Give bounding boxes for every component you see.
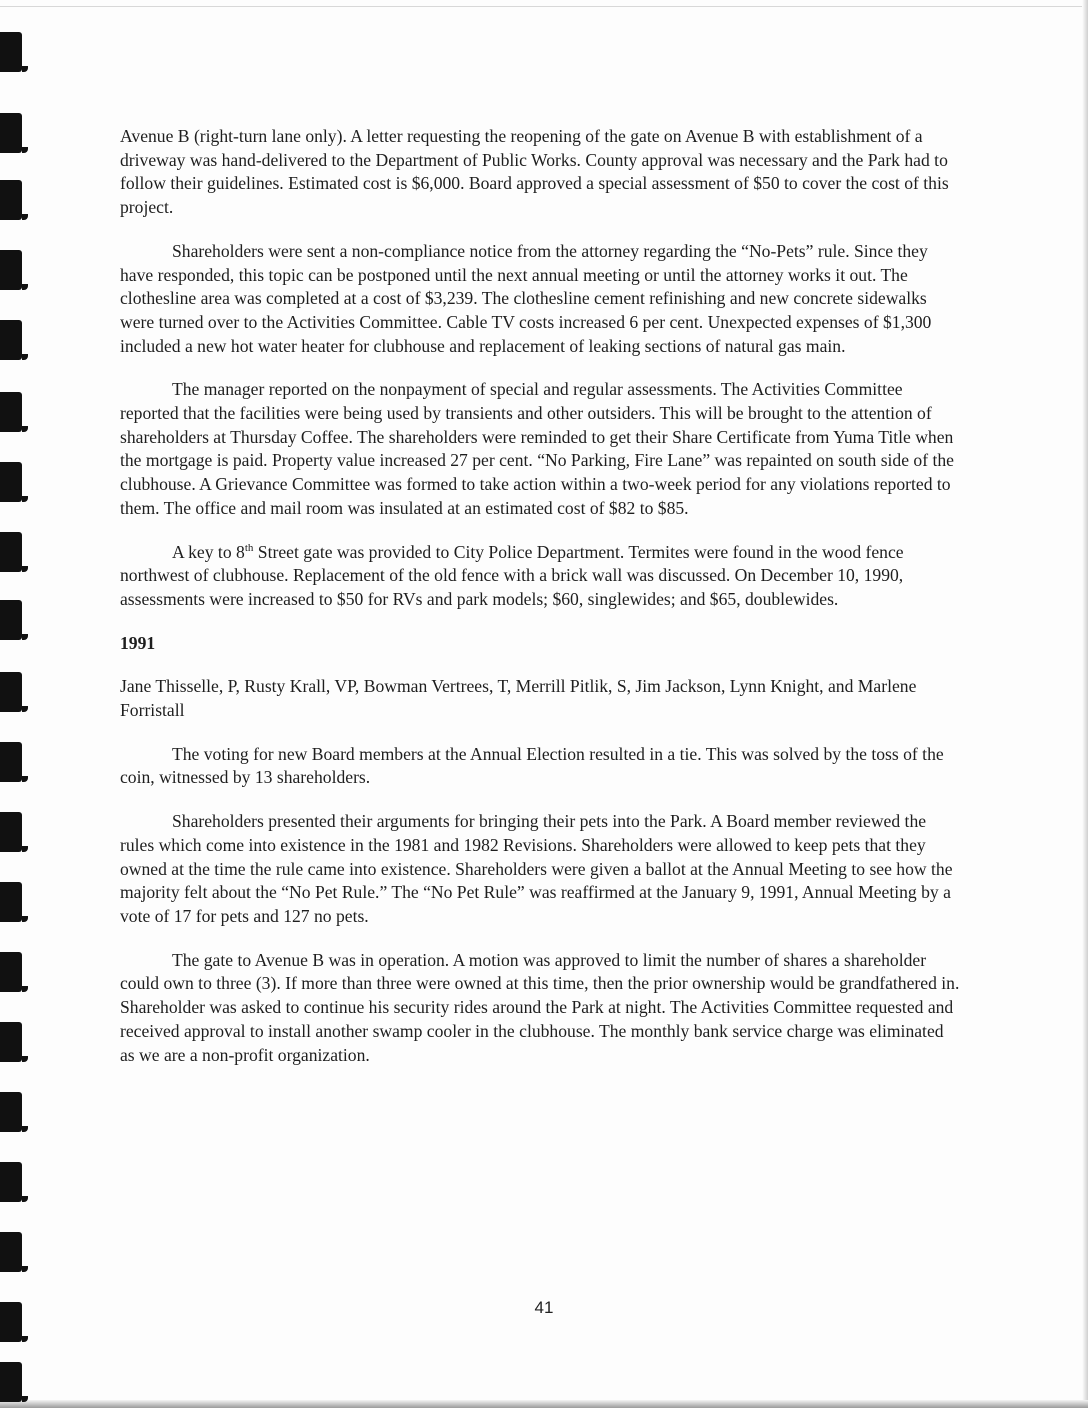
paragraph-text: Street gate was provided to City Police Department. Termites were found in the wood fence northwest of clubhouse. Replacement of the old fence with a brick wall was discussed. On December 10, 1990, assessments were increased to $50 for RVs and park models; $60, singlewides; and $65, doublewides. [120, 541, 904, 609]
binding-hole [0, 672, 22, 712]
paragraph: Avenue B (right-turn lane only). A letter requesting the reopening of the gate on Avenue B with establishment of a driveway was hand-delivered to the Department of Public Works. County approval was necessary and the Park had to follow their guidelines. Estimated cost is $6,000. Board approved a special assessment of $50 to cover the cost of this project. [120, 126, 949, 218]
paragraph: Shareholders presented their arguments for bringing their pets into the Park. A Board member reviewed the rules which come into existence in the 1981 and 1982 Revisions. Shareholders were allowed to keep pets that they owned at the time the rule came into existence. Shareholders were given a ballot at the Annual Meeting to see how the majority felt about the “No Pet Rule.” The “No Pet Rule” was reaffirmed at the January 9, 1991, Annual Meeting by a vote of 17 for pets and 127 no pets. [120, 811, 953, 926]
binding-hole [0, 1092, 22, 1132]
top-edge-rule [0, 6, 1088, 7]
binding-hole [0, 952, 22, 992]
year-heading: 1991 [120, 632, 156, 653]
binding-hole [0, 1362, 22, 1402]
paragraph: The manager reported on the nonpayment of special and regular assessments. The Activities Committee reported that the facilities were being used by transients and other outsiders. This will be brought to the attention of shareholders at Thursday Coffee. The shareholders were reminded to get their Share Certificate from Yuma Title when the mortgage is paid. Property value increased 27 per cent. “No Parking, Fire Lane” was repainted on south side of the clubhouse. A Grievance Committee was formed to take action within a two-week period for any violations reported to them. The office and mail room was insulated at an estimated cost of $82 to $85. [120, 379, 954, 518]
officers-list: Jane Thisselle, P, Rusty Krall, VP, Bowman Vertrees, T, Merrill Pitlik, S, Jim Jackson, Lynn Knight, and Marlene Forristall [120, 676, 917, 721]
binding-hole [0, 882, 22, 922]
page-number: 41 [534, 1298, 554, 1317]
paragraph [120, 541, 960, 612]
binding-hole [0, 1232, 22, 1272]
right-edge-shadow [1082, 0, 1088, 1408]
document-body [120, 125, 960, 1087]
paragraph: The voting for new Board members at the Annual Election resulted in a tie. This was solved by the toss of the coin, witnessed by 13 shareholders. [120, 743, 944, 788]
binding-hole [0, 180, 22, 220]
paragraph: Shareholders were sent a non-compliance notice from the attorney regarding the “No-Pets” rule. Since they have responded, this topic can be postponed until the next annual meeting or until the attorney works it out. The clothesline area was completed at a cost of $3,239. The clothesline cement refinishing and new concrete sidewalks were turned over to the Activities Committee. Cable TV costs increased 6 per cent. Unexpected expenses of $1,300 included a new hot water heater for clubhouse and replacement of leaking sections of natural gas main. [120, 240, 932, 356]
binding-hole [0, 462, 22, 502]
binding-hole [0, 532, 22, 572]
binding-hole [0, 250, 22, 290]
binding-holes [0, 0, 30, 1408]
ordinal-suffix: th [244, 541, 254, 554]
paragraph-text: A key to 8 [172, 541, 245, 562]
binding-hole [0, 320, 22, 360]
binding-hole [0, 392, 22, 432]
binding-hole [0, 600, 22, 640]
binding-hole [0, 812, 22, 852]
binding-hole [0, 1022, 22, 1062]
paragraph: The gate to Avenue B was in operation. A motion was approved to limit the number of shares a shareholder could own to three (3). If more than three were owned at this time, then the prior ownership would be grandfathered in. Shareholder was asked to continue his security rides around the Park at night. The Activities Committee requested and received approval to install another swamp cooler in the clubhouse. The monthly bank service charge was eliminated as we are a non-profit organization. [120, 949, 960, 1065]
binding-hole [0, 1162, 22, 1202]
bottom-edge-shadow [0, 1400, 1088, 1408]
binding-hole [0, 32, 22, 72]
binding-hole [0, 113, 22, 153]
binding-hole [0, 742, 22, 782]
